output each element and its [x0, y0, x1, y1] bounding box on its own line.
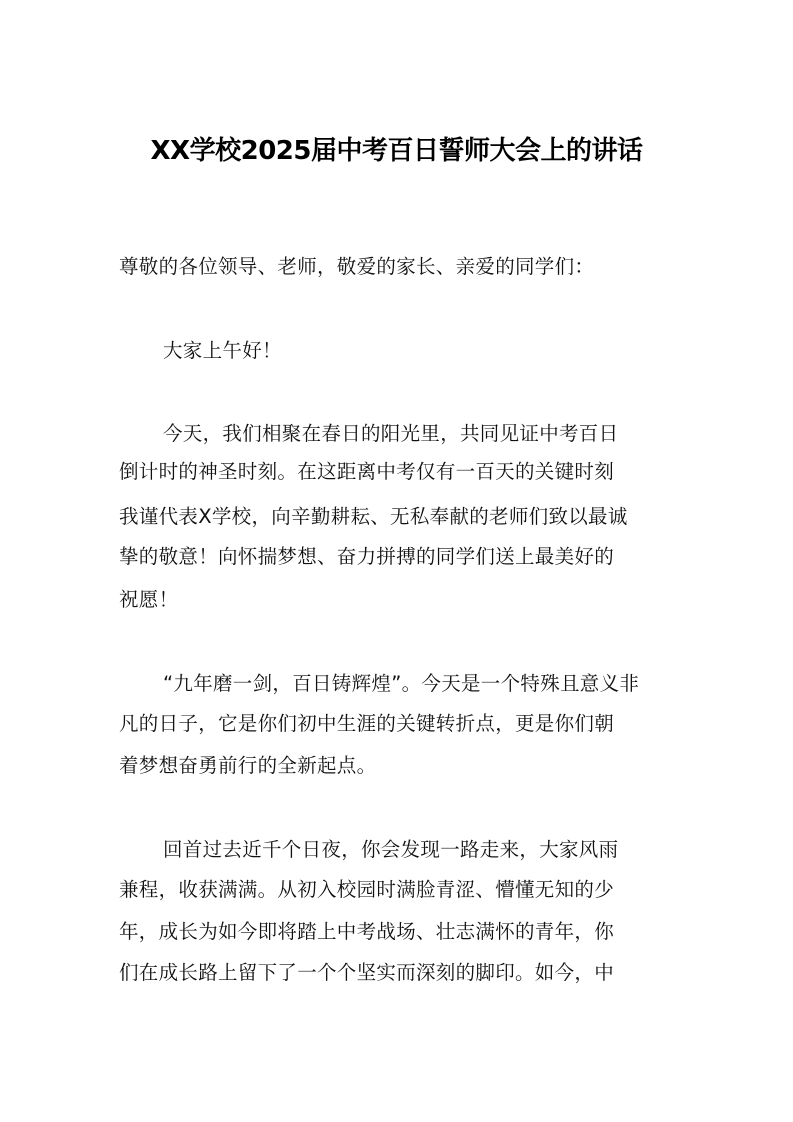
paragraph-line: 祝愿！: [119, 588, 179, 611]
salutation: 尊敬的各位领导、老师，敬爱的家长、亲爱的同学们：: [119, 255, 595, 278]
paragraph-line: 着梦想奋勇前行的全新起点。: [119, 754, 377, 777]
paragraph-line: 我谨代表X学校，向辛勤耕耘、无私奉献的老师们致以最诚: [119, 505, 628, 528]
paragraph-line: 年，成长为如今即将踏上中考战场、壮志满怀的青年，你: [119, 920, 615, 943]
greeting: 大家上午好！: [163, 339, 282, 362]
paragraph-line: “九年磨一剑，百日铸辉煌”。今天是一个特殊且意义非: [163, 672, 640, 695]
paragraph-line: 挚的敬意！向怀揣梦想、奋力拼搏的同学们送上最美好的: [119, 545, 615, 568]
paragraph-line: 倒计时的神圣时刻。在这距离中考仅有一百天的关键时刻: [119, 460, 615, 483]
paragraph-line: 们在成长路上留下了一个个坚实而深刻的脚印。如今，中: [119, 961, 615, 984]
document-title: XX学校2025届中考百日誓师大会上的讲话: [150, 136, 643, 166]
paragraph-line: 凡的日子，它是你们初中生涯的关键转折点，更是你们朝: [119, 712, 615, 735]
paragraph-line: 今天，我们相聚在春日的阳光里，共同见证中考百日: [163, 422, 619, 445]
paragraph-line: 兼程，收获满满。从初入校园时满脸青涩、懵懂无知的少: [119, 878, 615, 901]
paragraph-line: 回首过去近千个日夜，你会发现一路走来，大家风雨: [163, 838, 619, 861]
